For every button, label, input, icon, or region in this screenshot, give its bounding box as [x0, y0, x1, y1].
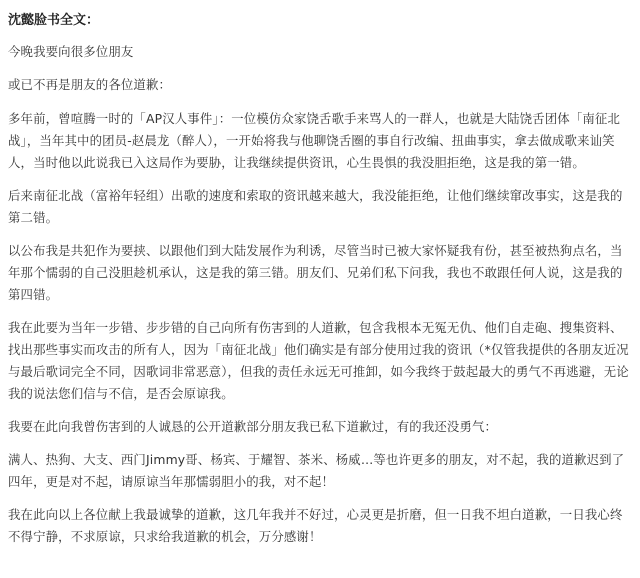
document-title: 沈懿脸书全文： — [8, 13, 100, 28]
paragraph-8: 满人、热狗、大支、西门Jimmy哥、杨宾、于耀智、茶米、杨威…等也许更多的朋友，对不起，我的道歉迟到了四年，更是对不起，请原谅当年那懦弱胆小的我，对不起！ — [8, 452, 625, 489]
paragraph-6: 我在此要为当年一步错、步步错的自己向所有伤害到的人道歉，包含我根本无冤无仇、他们自走砲、搜集资料、找出那些事实而攻击的所有人，因为「南征北战」他们确实是有部分使用过我的资讯（*仅管我提供的各朋友近况与最后歌词完全不同，因歌词非常恶意），但我的责任永远无可推卸，如今我终于鼓起最大的勇气不再逃避，无论我的说法您们信与不信，是否会原谅我。 — [8, 320, 629, 401]
paragraph-4: 后来南征北战（富裕年轻组）出歌的速度和索取的资讯越来越大，我没能拒绝，让他们继续窜改事实，这是我的第二错。 — [8, 188, 623, 225]
paragraph-7: 我要在此向我曾伤害到的人诚恳的公开道歉部分朋友我已私下道歉过，有的我还没勇气： — [8, 419, 498, 434]
paragraph-3: 多年前，曾喧腾一时的「AP汉人事件」：一位模仿众家饶舌歌手来骂人的一群人，也就是大陆饶舌团体「南征北战」，当年其中的团员-赵晨龙（醉人），一开始将我与他聊饶舌圈的事自行改编、扭曲事实，拿去做成歌来讪笑人，当时他以此说我已入这局作为要胁，让我继续提供资讯，心生畏惧的我没胆拒绝，这是我的第一错。 — [8, 111, 620, 170]
paragraph-9: 我在此向以上各位献上我最诚挚的道歉，这几年我并不好过，心灵更是折磨，但一日我不坦白道歉，一日我心终不得宁静，不求原谅，只求给我道歉的机会，万分感谢！ — [8, 507, 623, 544]
paragraph-2: 或已不再是朋友的各位道歉： — [8, 77, 172, 92]
paragraph-1: 今晚我要向很多位朋友 — [8, 44, 134, 59]
paragraph-5: 以公布我是共犯作为要挟、以跟他们到大陆发展作为利诱，尽管当时已被大家怀疑我有份，甚至被热狗点名，当年那个懦弱的自己没胆趁机承认，这是我的第三错。朋友们、兄弟们私下问我，我也不敢跟任何人说，这是我的第四错。 — [8, 243, 623, 302]
